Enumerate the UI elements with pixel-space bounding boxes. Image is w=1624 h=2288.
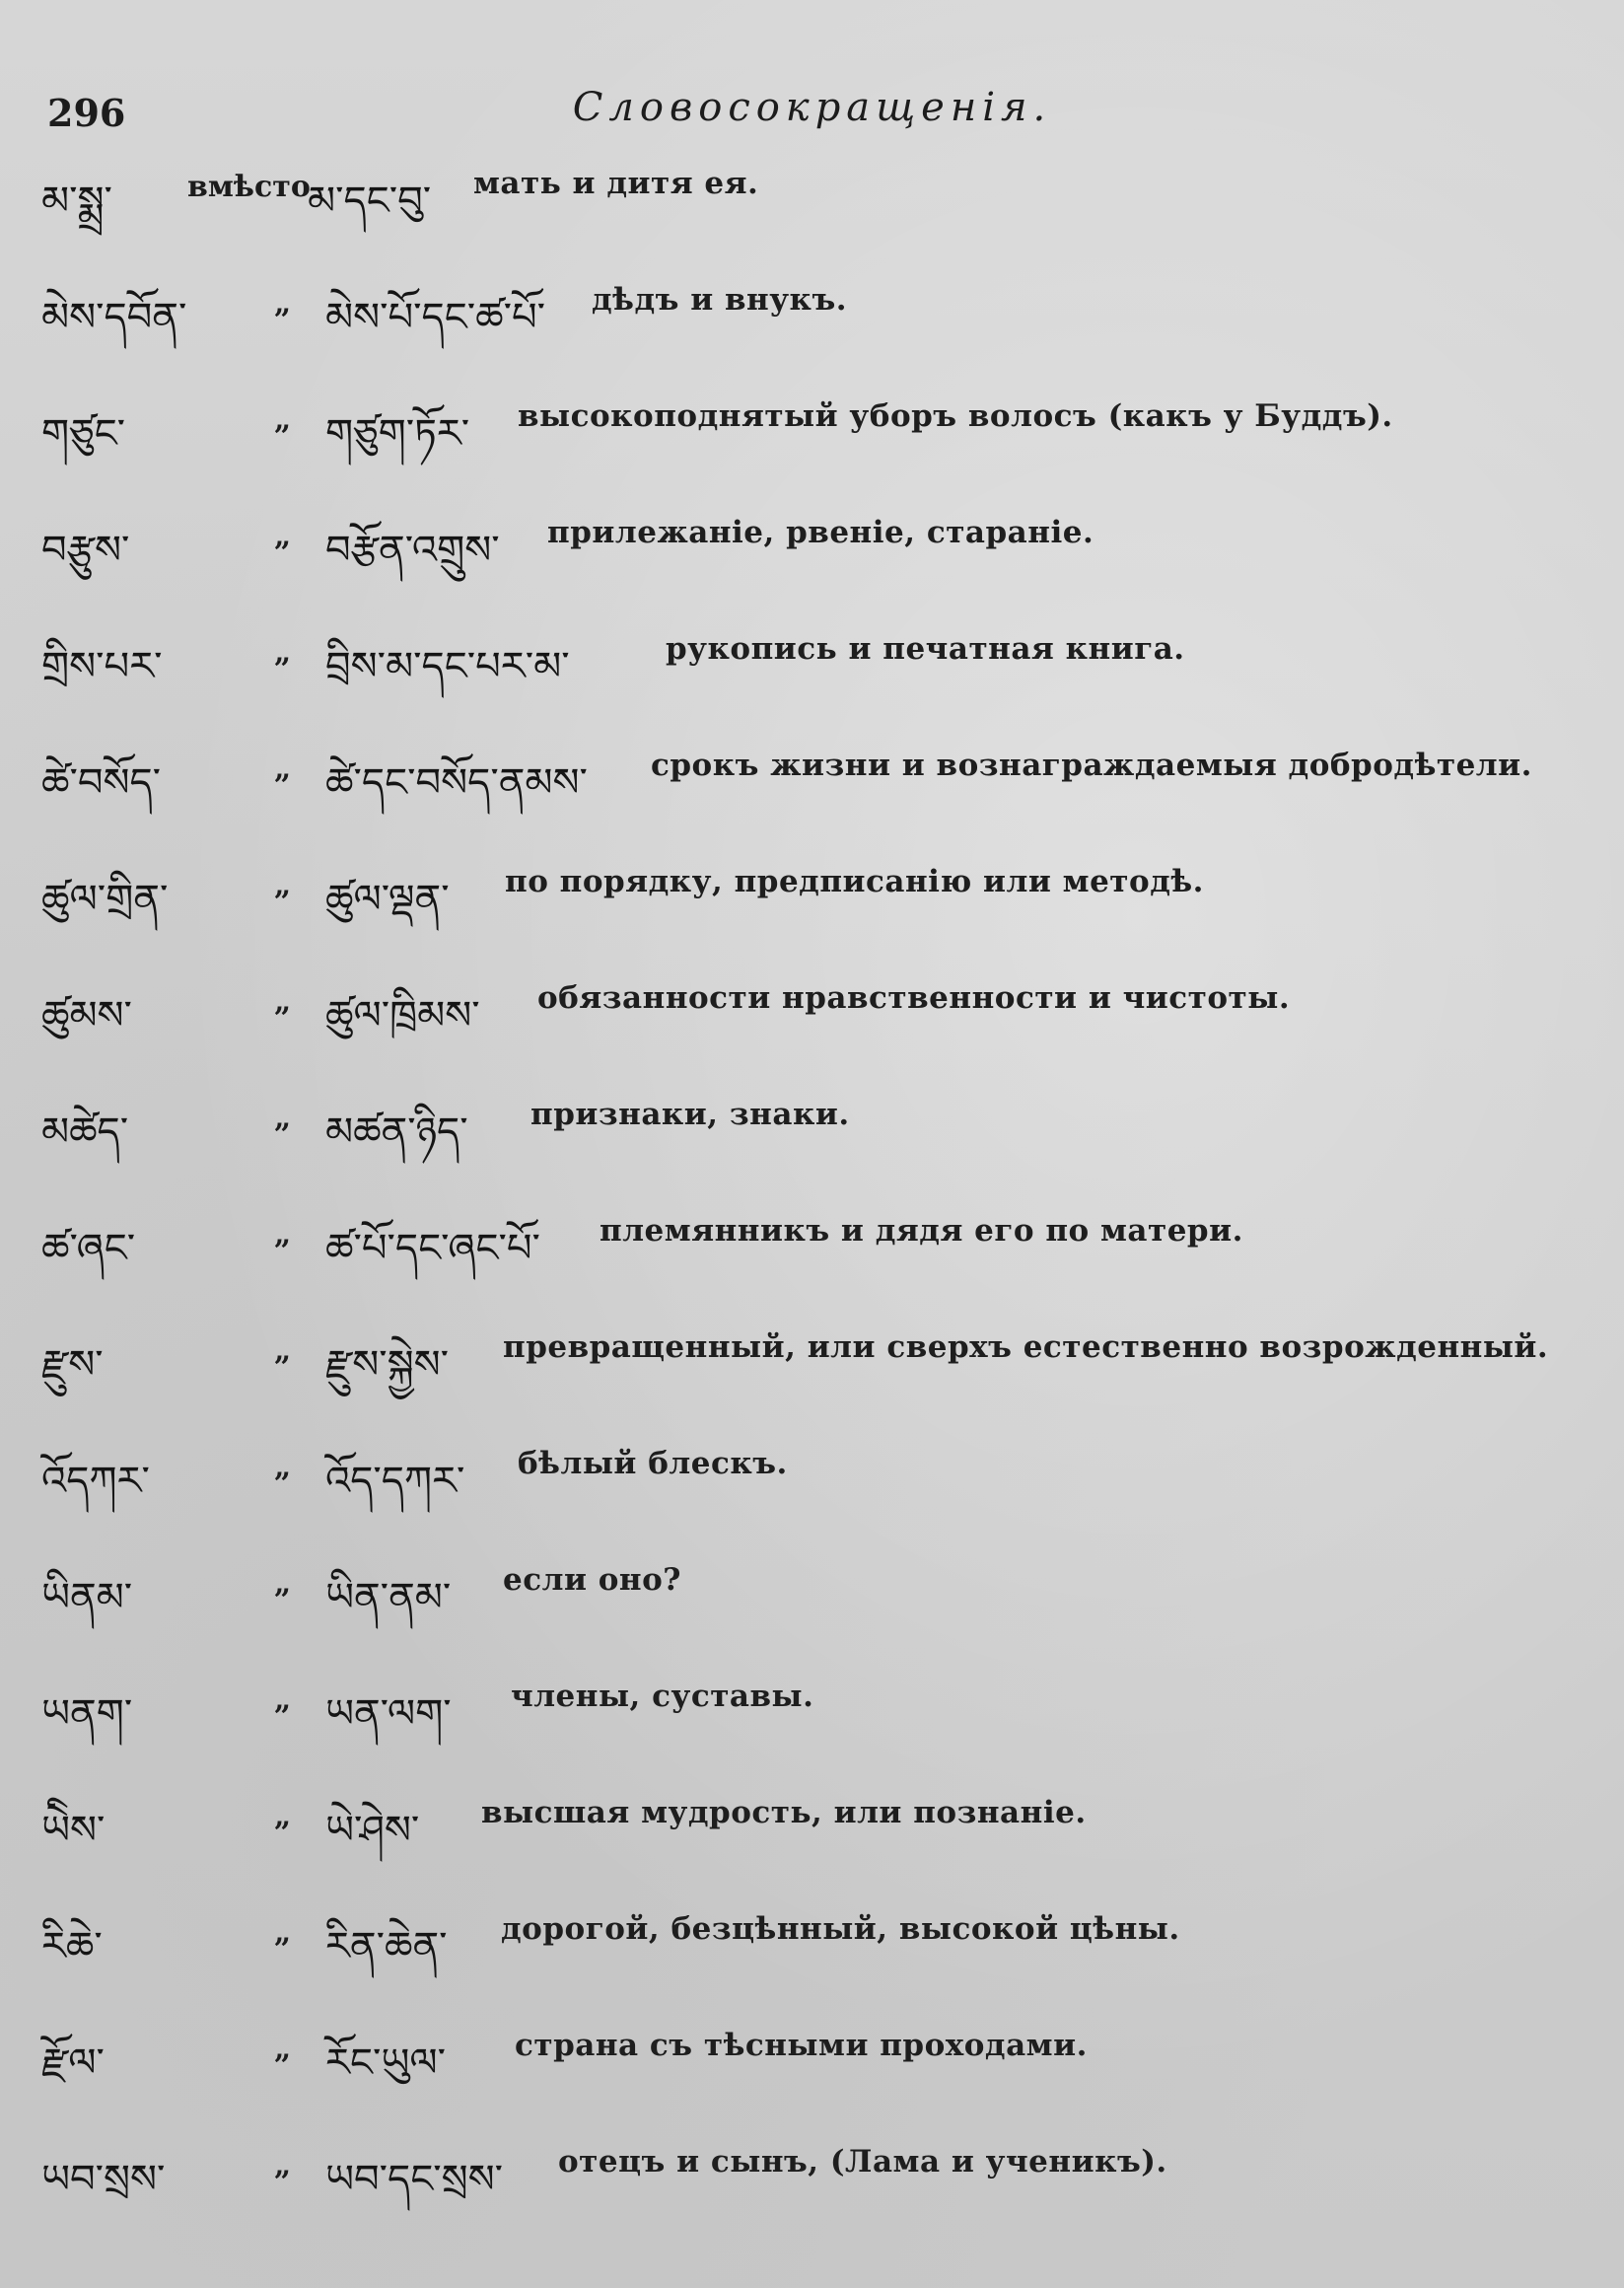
tibetan-full-form: ཚུལ་ལྡན་ [325,877,450,922]
list-item [0,730,1624,809]
russian-meaning: обязанности нравственности и чистоты. [537,980,1291,1016]
tibetan-abbreviation: ཚ་ཞང་ [41,1226,136,1271]
russian-meaning: высокоподнятый уборъ волосъ (какъ у Буддъ). [518,398,1393,434]
ditto-mark: „ [274,1217,292,1251]
tibetan-abbreviation: གཙུང་ [41,411,126,457]
ditto-mark: „ [274,868,292,902]
tibetan-full-form: མ་དང་བུ་ [308,179,432,224]
russian-meaning: дѣдъ и внукъ. [592,282,848,318]
russian-meaning: прилежаніе, рвеніе, стараніе. [547,515,1094,550]
list-item [0,2010,1624,2089]
tibetan-abbreviation: རིཆེ་ [41,1924,103,1969]
page-number: 296 [47,91,126,135]
tibetan-abbreviation: བརྩུས་ [41,528,130,573]
ditto-mark: „ [274,2148,292,2182]
russian-meaning: отецъ и сынъ, (Лама и ученикъ). [558,2144,1167,2180]
tibetan-full-form: ཚུལ་ཁྲིམས་ [325,993,480,1038]
list-item [0,1544,1624,1623]
list-item [0,613,1624,692]
list-item [0,148,1624,227]
tibetan-abbreviation: ཚུལ་གྲིན་ [41,877,169,922]
instead-of-label: вмѣсто [187,170,311,204]
list-item [0,1777,1624,1856]
ditto-mark: „ [274,751,292,786]
ditto-mark: „ [274,1799,292,1833]
tibetan-abbreviation: ཡབ་སྲས་ [41,2157,166,2202]
list-item [0,1894,1624,1972]
russian-meaning: срокъ жизни и вознаграждаемыя добродѣтели. [651,748,1532,783]
list-item [0,846,1624,925]
russian-meaning: бѣлый блескъ. [518,1446,788,1481]
russian-meaning: превращенный, или сверхъ естественно возрожденный. [503,1329,1549,1365]
tibetan-full-form: རོང་ཡུལ་ [325,2040,447,2086]
tibetan-abbreviation: འོདཀར་ [41,1459,150,1504]
tibetan-abbreviation: མ་སྨྲ་ [41,179,112,224]
list-item [0,1661,1624,1740]
ditto-mark: „ [274,1566,292,1601]
tibetan-abbreviation: ཡིནམ་ [41,1575,133,1620]
tibetan-abbreviation: མེས་དབོན་ [41,295,187,340]
ditto-mark: „ [274,1333,292,1368]
tibetan-full-form: བརྩོན་འགྲུས་ [325,528,500,573]
tibetan-abbreviation: གྲིས་པར་ [41,644,163,689]
tibetan-full-form: གཙུག་ཏོར་ [325,411,470,457]
running-title: Словосокращенія. [572,85,1052,130]
tibetan-full-form: ཡེ་ཤེས་ [325,1808,420,1853]
ditto-mark: „ [274,519,292,553]
ditto-mark: „ [274,635,292,670]
russian-meaning: дорогой, безцѣнный, высокой цѣны. [501,1911,1180,1947]
russian-meaning: если оно? [503,1562,681,1598]
tibetan-abbreviation: རྫོལ་ [41,2040,105,2086]
russian-meaning: племянникъ и дядя его по матери. [600,1213,1243,1249]
list-item [0,2126,1624,2205]
ditto-mark: „ [274,1682,292,1717]
list-item [0,1312,1624,1391]
tibetan-full-form: རྫུས་སྐྱེས་ [325,1342,450,1388]
tibetan-abbreviation: ཚུམས་ [41,993,132,1038]
tibetan-full-form: ཚེ་དང་བསོད་ནམས་ [325,760,588,806]
ditto-mark: „ [274,402,292,437]
list-item [0,1428,1624,1507]
tibetan-full-form: ཡན་ལག་ [325,1691,452,1737]
tibetan-full-form: འོད་དཀར་ [325,1459,465,1504]
list-item [0,1195,1624,1274]
tibetan-full-form: ཚ་པོ་དང་ཞང་པོ་ [325,1226,540,1271]
list-item [0,381,1624,460]
tibetan-full-form: རིན་ཆེན་ [325,1924,448,1969]
russian-meaning: рукопись и печатная книга. [666,631,1185,667]
tibetan-full-form: མེས་པོ་དང་ཚ་པོ་ [325,295,546,340]
list-item [0,264,1624,343]
ditto-mark: „ [274,2032,292,2066]
tibetan-abbreviation: ཚེ་བསོད་ [41,760,162,806]
list-item [0,963,1624,1041]
tibetan-abbreviation: མཚེད་ [41,1109,129,1155]
russian-meaning: высшая мудрость, или познаніе. [481,1795,1087,1830]
ditto-mark: „ [274,1101,292,1135]
russian-meaning: по порядку, предписанію или методѣ. [505,864,1204,899]
russian-meaning: страна съ тѣсными проходами. [515,2028,1088,2063]
tibetan-abbreviation: ཡེིས་ [41,1808,106,1853]
ditto-mark: „ [274,1450,292,1484]
list-item [0,497,1624,576]
tibetan-full-form: མཚན་ཉིད་ [325,1109,468,1155]
tibetan-abbreviation: རྫུས་ [41,1342,104,1388]
tibetan-full-form: བྲིས་མ་དང་པར་མ་ [325,644,570,689]
ditto-mark: „ [274,1915,292,1950]
ditto-mark: „ [274,984,292,1019]
russian-meaning: члены, суставы. [511,1679,814,1714]
tibetan-full-form: ཡབ་དང་སྲས་ [325,2157,504,2202]
russian-meaning: признаки, знаки. [530,1097,850,1132]
russian-meaning: мать и дитя ея. [473,166,759,201]
tibetan-abbreviation: ཡནག་ [41,1691,133,1737]
list-item [0,1079,1624,1158]
ditto-mark: „ [274,286,292,321]
tibetan-full-form: ཡིན་ནམ་ [325,1575,452,1620]
